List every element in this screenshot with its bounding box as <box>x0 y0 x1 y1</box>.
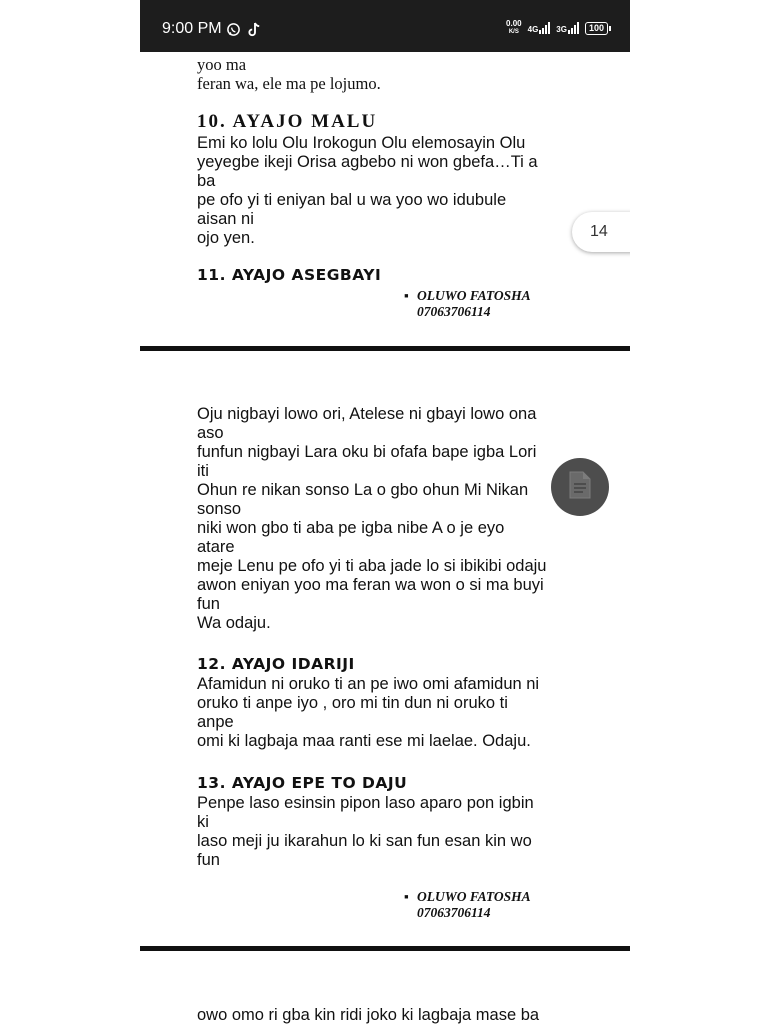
battery-icon: 100 <box>585 22 608 35</box>
whatsapp-icon <box>226 22 241 40</box>
bullet-icon: ▪ <box>404 288 409 303</box>
document-viewer[interactable] <box>140 0 630 1024</box>
text-line: owo omo ri gba kin ridi joko ki lagbaja mase ba <box>197 1006 540 1024</box>
section-heading: 11. AYAJO ASEGBAYI <box>197 266 382 284</box>
section-heading: 12. AYAJO IDARIJI <box>197 655 355 673</box>
document-tools-button[interactable] <box>551 458 609 516</box>
signal-icon-2: 3G <box>556 22 579 34</box>
page-divider <box>140 946 630 951</box>
section-body: Penpe laso esinsin pipon laso aparo pon igbin ki laso meji ju ikarahun lo ki san fun esan kin wo fun <box>197 794 534 869</box>
document-icon <box>567 470 593 505</box>
section-12 <box>197 655 577 751</box>
page-2-content <box>197 405 577 633</box>
section-heading: 10. AYAJO MALU <box>197 111 378 132</box>
signature-block <box>404 889 531 921</box>
section-body: Oju nigbayi lowo ori, Atelese ni gbayi lowo ona aso funfun nigbayi Lara oku bi ofafa bape igba Lori iti Ohun re nikan sonso La o gbo ohun Mi Nikan sonso niki won gbo ti aba pe igba nibe A o je eyo atare meje Lenu pe ofo yi ti aba jade lo si ibikibi odaju awon eniyan yoo ma feran wa won o si ma buyi fun Wa odaju. <box>197 405 547 632</box>
section-11 <box>197 266 577 284</box>
signature-phone: 07063706114 <box>417 905 491 920</box>
section-heading: 13. AYAJO EPE TO DAJU <box>197 774 408 792</box>
page-1-content <box>197 55 577 93</box>
section-body: Afamidun ni oruko ti an pe iwo omi afamidun ni oruko ti anpe iyo , oro mi tin dun ni oruko ti anpe omi ki lagbaja maa ranti ese mi laelae. Odaju. <box>197 675 540 750</box>
page-number-badge[interactable]: 14 <box>572 212 630 252</box>
signature-name: OLUWO FATOSHA <box>417 889 531 904</box>
signature-block <box>404 288 531 320</box>
status-bar <box>140 0 630 52</box>
network-speed: 0.00 K/S <box>506 19 522 35</box>
page-divider <box>140 346 630 351</box>
page-3-content <box>197 1006 577 1024</box>
bullet-icon: ▪ <box>404 889 409 904</box>
tiktok-icon <box>248 22 262 40</box>
section-13 <box>197 774 577 870</box>
text-line: yoo ma <box>197 55 247 74</box>
signature-name: OLUWO FATOSHA <box>417 288 531 303</box>
section-10 <box>197 111 577 248</box>
section-body: Emi ko lolu Olu Irokogun Olu elemosayin Olu yeyegbe ikeji Orisa agbebo ni won gbefa…Ti a ba pe ofo yi ti eniyan bal u wa yoo wo idubule aisan ni ojo yen. <box>197 134 538 247</box>
status-indicators <box>506 20 608 36</box>
signal-icon: 4G <box>528 22 551 34</box>
text-line: feran wa, ele ma pe lojumo. <box>197 74 381 93</box>
status-time: 9:00 PM <box>162 20 222 37</box>
signature-phone: 07063706114 <box>417 304 491 319</box>
